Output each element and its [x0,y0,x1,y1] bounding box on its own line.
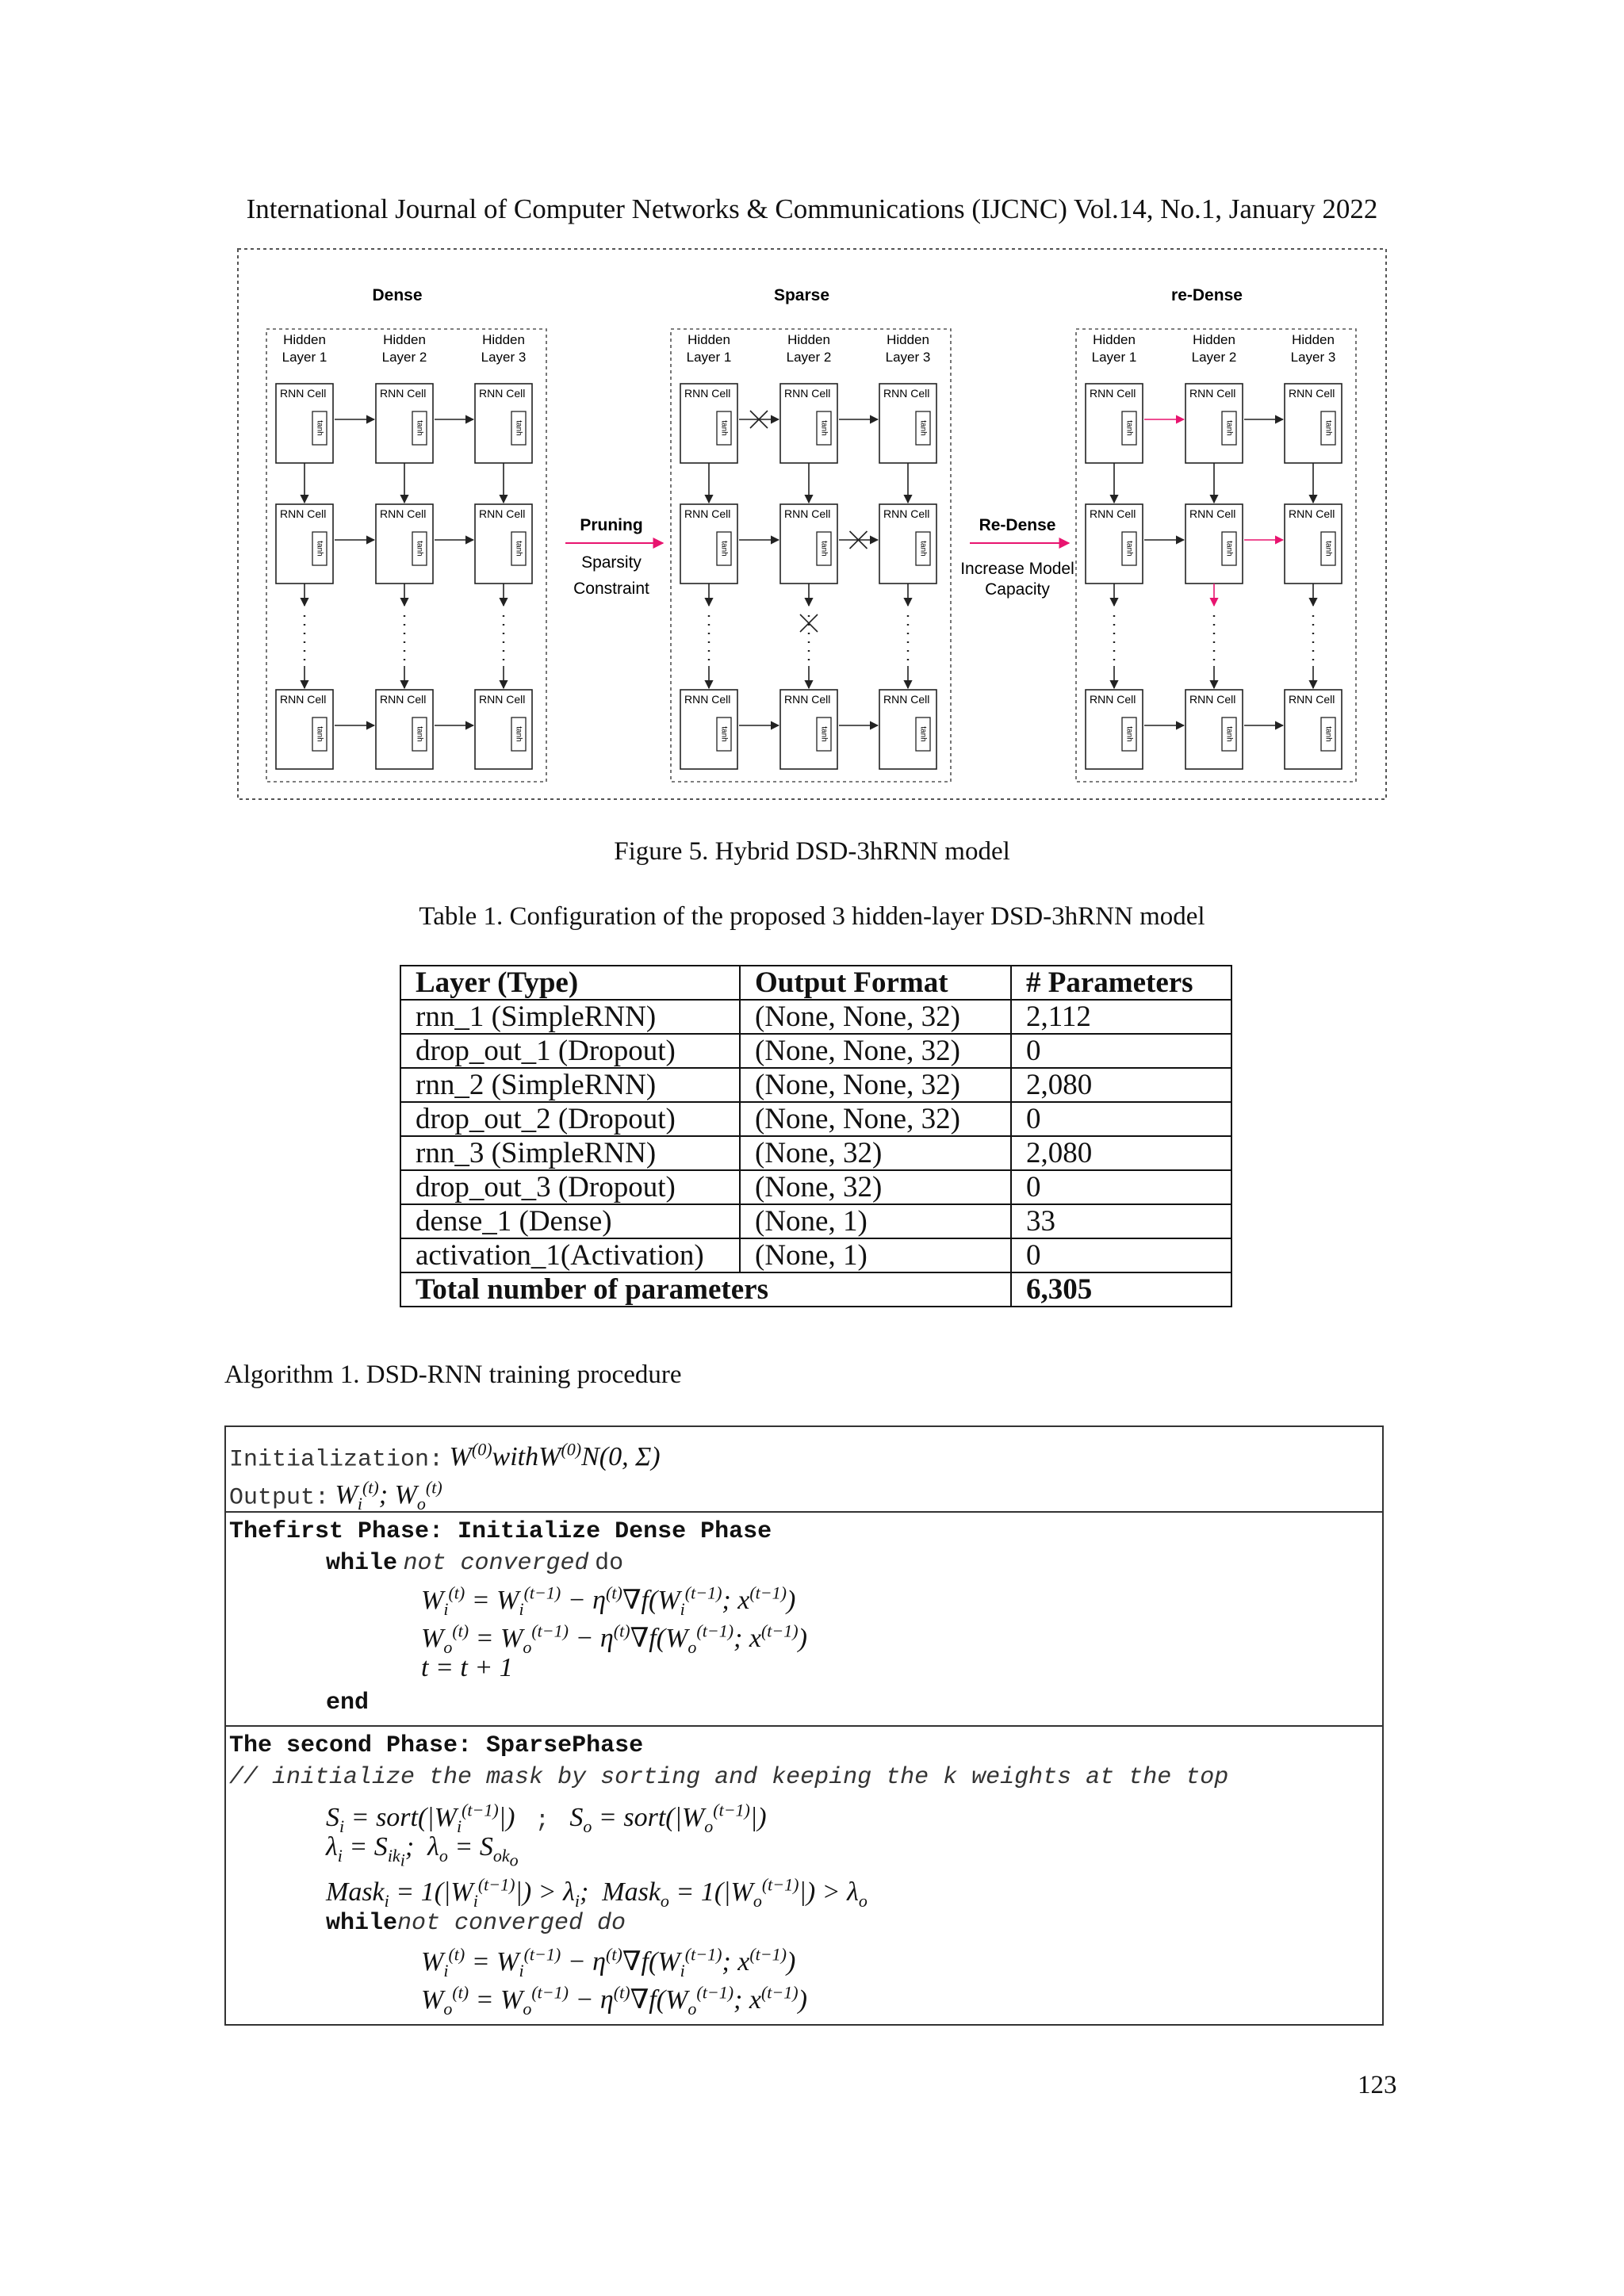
rnn-cell-label: RNN Cell [479,693,526,706]
rnn-cell-label: RNN Cell [883,387,930,400]
rnn-cell-label: RNN Cell [1289,693,1335,706]
tanh-label: tanh [1124,420,1134,436]
page-number: 123 [1358,2071,1397,2099]
hidden-layer-label: Layer 1 [1091,350,1137,365]
rnn-cell-label: RNN Cell [1289,507,1335,520]
cell-params: 2,080 [1011,1136,1231,1170]
cell-params: 33 [1011,1204,1231,1238]
init-line [229,1434,661,1475]
rnn-cell-label: RNN Cell [280,507,327,520]
hidden-layer-label: Layer 3 [885,350,931,365]
tanh-label: tanh [918,726,928,742]
sparsity-label: Sparsity [581,553,642,572]
total-value: 6,305 [1011,1272,1231,1307]
table-row [400,1204,1231,1238]
rnn-cell-label: RNN Cell [883,693,930,706]
section-title: Sparse [773,286,830,304]
hidden-layer-label: Layer 1 [282,350,327,365]
tanh-label: tanh [1323,420,1333,436]
cell-output: (None, 1) [740,1204,1011,1238]
constraint-label: Constraint [573,580,649,598]
header-output-format: Output Format [740,966,1011,1000]
rnn-cell-label: RNN Cell [684,507,731,520]
table-total-row [400,1272,1231,1307]
tanh-label: tanh [415,726,424,742]
hidden-layer-label: Layer 2 [1191,350,1237,365]
table-row [400,1136,1231,1170]
table-row [400,1238,1231,1272]
sort-line: $S_i$ = $sort(|W_i^{(t-1)}|)$ ; $S_o$ = $sort(|W_o^{(t-1)}|)$ [326,1800,767,1837]
hidden-layer-label: Layer 2 [381,350,427,365]
output-label: Output: [229,1484,330,1512]
cell-output: (None, None, 32) [740,1034,1011,1068]
tanh-label: tanh [819,420,829,436]
tanh-label: tanh [1224,420,1234,436]
table-row [400,1170,1231,1204]
cell-params: 2,112 [1011,1000,1231,1034]
pruning-label: Pruning [580,516,643,534]
table-row [400,1068,1231,1102]
rnn-cell-label: RNN Cell [1090,387,1136,400]
header-layer-type: Layer (Type) [400,966,740,1000]
rnn-cell-label: RNN Cell [784,507,831,520]
total-label: Total number of parameters [400,1272,1011,1307]
while-line-2: whilenot converged do [326,1910,626,1937]
algorithm-box [224,1425,1384,2026]
output-math: $W_i^{(t)}$; $W_o^{(t)}$ [335,1478,442,1514]
cell-layer: rnn_1 (SimpleRNN) [400,1000,740,1034]
header-parameters: # Parameters [1011,966,1231,1000]
rnn-cell-label: RNN Cell [380,507,427,520]
hidden-layer-label: Layer 2 [786,350,832,365]
algorithm-caption: Algorithm 1. DSD-RNN training procedure [224,1360,682,1389]
tanh-label: tanh [415,541,424,557]
rnn-cell-label: RNN Cell [1289,387,1335,400]
cell-layer: activation_1(Activation) [400,1238,740,1272]
tanh-label: tanh [1224,726,1234,742]
rnn-cell-label: RNN Cell [380,693,427,706]
output-line [229,1472,442,1520]
tanh-label: tanh [514,726,523,742]
update-wo-line-2: $W_o^{(t)} = W_o^{(t-1)} - \eta^{(t)}\nabla f(W_o^{(t-1)}$; $x^{(t-1)}$) [421,1983,807,2019]
hidden-layer-label: Layer 1 [686,350,732,365]
tanh-label: tanh [719,420,729,436]
configuration-table [400,965,1232,1307]
init-math: $W^{(0)}withW^{(0)}N(0$, Σ) [449,1440,661,1472]
rnn-cell-label: RNN Cell [784,693,831,706]
algorithm-separator [226,1725,1382,1727]
section-title: Dense [372,286,423,304]
cell-output: (None, 32) [740,1170,1011,1204]
hidden-layer-label: Hidden [283,332,326,347]
rnn-cell-label: RNN Cell [1090,693,1136,706]
figure-caption: Figure 5. Hybrid DSD-3hRNN model [614,837,1010,866]
tanh-label: tanh [1224,541,1234,557]
capacity-label: Capacity [985,580,1050,599]
cell-params: 0 [1011,1238,1231,1272]
phase2-title: The second Phase: SparsePhase [229,1732,644,1759]
rnn-cell-label: RNN Cell [479,507,526,520]
tanh-label: tanh [918,420,928,436]
rnn-cell-label: RNN Cell [684,693,731,706]
increase-model-label: Increase Model [960,560,1074,578]
cell-output: (None, None, 32) [740,1102,1011,1136]
cell-output: (None, 1) [740,1238,1011,1272]
end-line: end [326,1689,370,1716]
hidden-layer-label: Hidden [887,332,929,347]
hidden-layer-label: Hidden [787,332,830,347]
mask-line: Mask$_i$ = $1(|W_i^{(t-1)}|) > \lambda_i$; Mask$_o$ = $1(|W_o^{(t-1)}|) > \lambda_o$ [326,1875,868,1911]
rnn-cell-label: RNN Cell [1189,507,1236,520]
init-label: Initialization: [229,1446,444,1474]
tanh-label: tanh [719,541,729,557]
tanh-label: tanh [514,420,523,436]
cell-layer: drop_out_3 (Dropout) [400,1170,740,1204]
hidden-layer-label: Hidden [482,332,525,347]
comment-line: // initialize the mask by sorting and keeping the k weights at the top [229,1764,1229,1791]
rnn-cell-label: RNN Cell [280,693,327,706]
cell-layer: rnn_3 (SimpleRNN) [400,1136,740,1170]
rnn-cell-label: RNN Cell [1090,507,1136,520]
rnn-cell-label: RNN Cell [1189,387,1236,400]
tanh-label: tanh [1124,726,1134,742]
section-title: re-Dense [1171,286,1243,304]
table-header-row [400,966,1231,1000]
rnn-cell-label: RNN Cell [280,387,327,400]
rnn-cell-label: RNN Cell [479,387,526,400]
cell-layer: drop_out_1 (Dropout) [400,1034,740,1068]
tanh-label: tanh [1124,541,1134,557]
hidden-layer-label: Layer 3 [481,350,527,365]
update-wi-line-2: $W_i^{(t)} = W_i^{(t-1)} - \eta^{(t)}\nabla f(W_i^{(t-1)}$; $x^{(t-1)}$) [421,1945,796,1981]
cell-layer: rnn_2 (SimpleRNN) [400,1068,740,1102]
update-wo-line-1: $W_o^{(t)} = W_o^{(t-1)} - \eta^{(t)}\nabla f(W_o^{(t-1)}$; $x^{(t-1)}$) [421,1621,807,1658]
rnn-cell-label: RNN Cell [784,387,831,400]
hidden-layer-label: Hidden [688,332,730,347]
tanh-label: tanh [1323,726,1333,742]
rnn-cell-label: RNN Cell [380,387,427,400]
hidden-layer-label: Layer 3 [1290,350,1336,365]
t-increment-line: t = t + 1 [421,1653,513,1682]
cell-params: 0 [1011,1102,1231,1136]
hidden-layer-label: Hidden [383,332,426,347]
tanh-label: tanh [315,420,324,436]
re-dense-label: Re-Dense [979,516,1056,534]
lambda-line: $\lambda_i = S_{ik_i}$; $\lambda_o = S_{ok_o}$ [326,1832,519,1870]
hidden-layer-label: Hidden [1292,332,1335,347]
tanh-label: tanh [415,420,424,436]
update-wi-line-1: $W_i^{(t)} = W_i^{(t-1)} - \eta^{(t)}\nabla f(W_i^{(t-1)}$; $x^{(t-1)}$) [421,1583,796,1620]
table-row [400,1102,1231,1136]
algorithm-separator [226,1511,1382,1513]
cell-params: 0 [1011,1170,1231,1204]
tanh-label: tanh [918,541,928,557]
tanh-label: tanh [1323,541,1333,557]
tanh-label: tanh [514,541,523,557]
tanh-label: tanh [819,726,829,742]
table-row [400,1000,1231,1034]
hidden-layer-label: Hidden [1193,332,1235,347]
dsd-figure [236,247,1388,801]
phase1-title: Thefirst Phase: Initialize Dense Phase [229,1518,772,1545]
running-header: International Journal of Computer Networks & Communications (IJCNC) Vol.14, No.1, January 2022 [246,193,1378,224]
rnn-cell-label: RNN Cell [684,387,731,400]
hidden-layer-label: Hidden [1093,332,1136,347]
cell-output: (None, 32) [740,1136,1011,1170]
tanh-label: tanh [719,726,729,742]
cell-params: 0 [1011,1034,1231,1068]
cell-layer: drop_out_2 (Dropout) [400,1102,740,1136]
rnn-cell-label: RNN Cell [883,507,930,520]
tanh-label: tanh [315,726,324,742]
cell-output: (None, None, 32) [740,1000,1011,1034]
cell-output: (None, None, 32) [740,1068,1011,1102]
table-row [400,1034,1231,1068]
tanh-label: tanh [819,541,829,557]
cell-params: 2,080 [1011,1068,1231,1102]
table-caption: Table 1. Configuration of the proposed 3 hidden-layer DSD-3hRNN model [419,902,1205,931]
while-line-1: while not converged do [326,1550,624,1577]
rnn-cell-label: RNN Cell [1189,693,1236,706]
cell-layer: dense_1 (Dense) [400,1204,740,1238]
tanh-label: tanh [315,541,324,557]
